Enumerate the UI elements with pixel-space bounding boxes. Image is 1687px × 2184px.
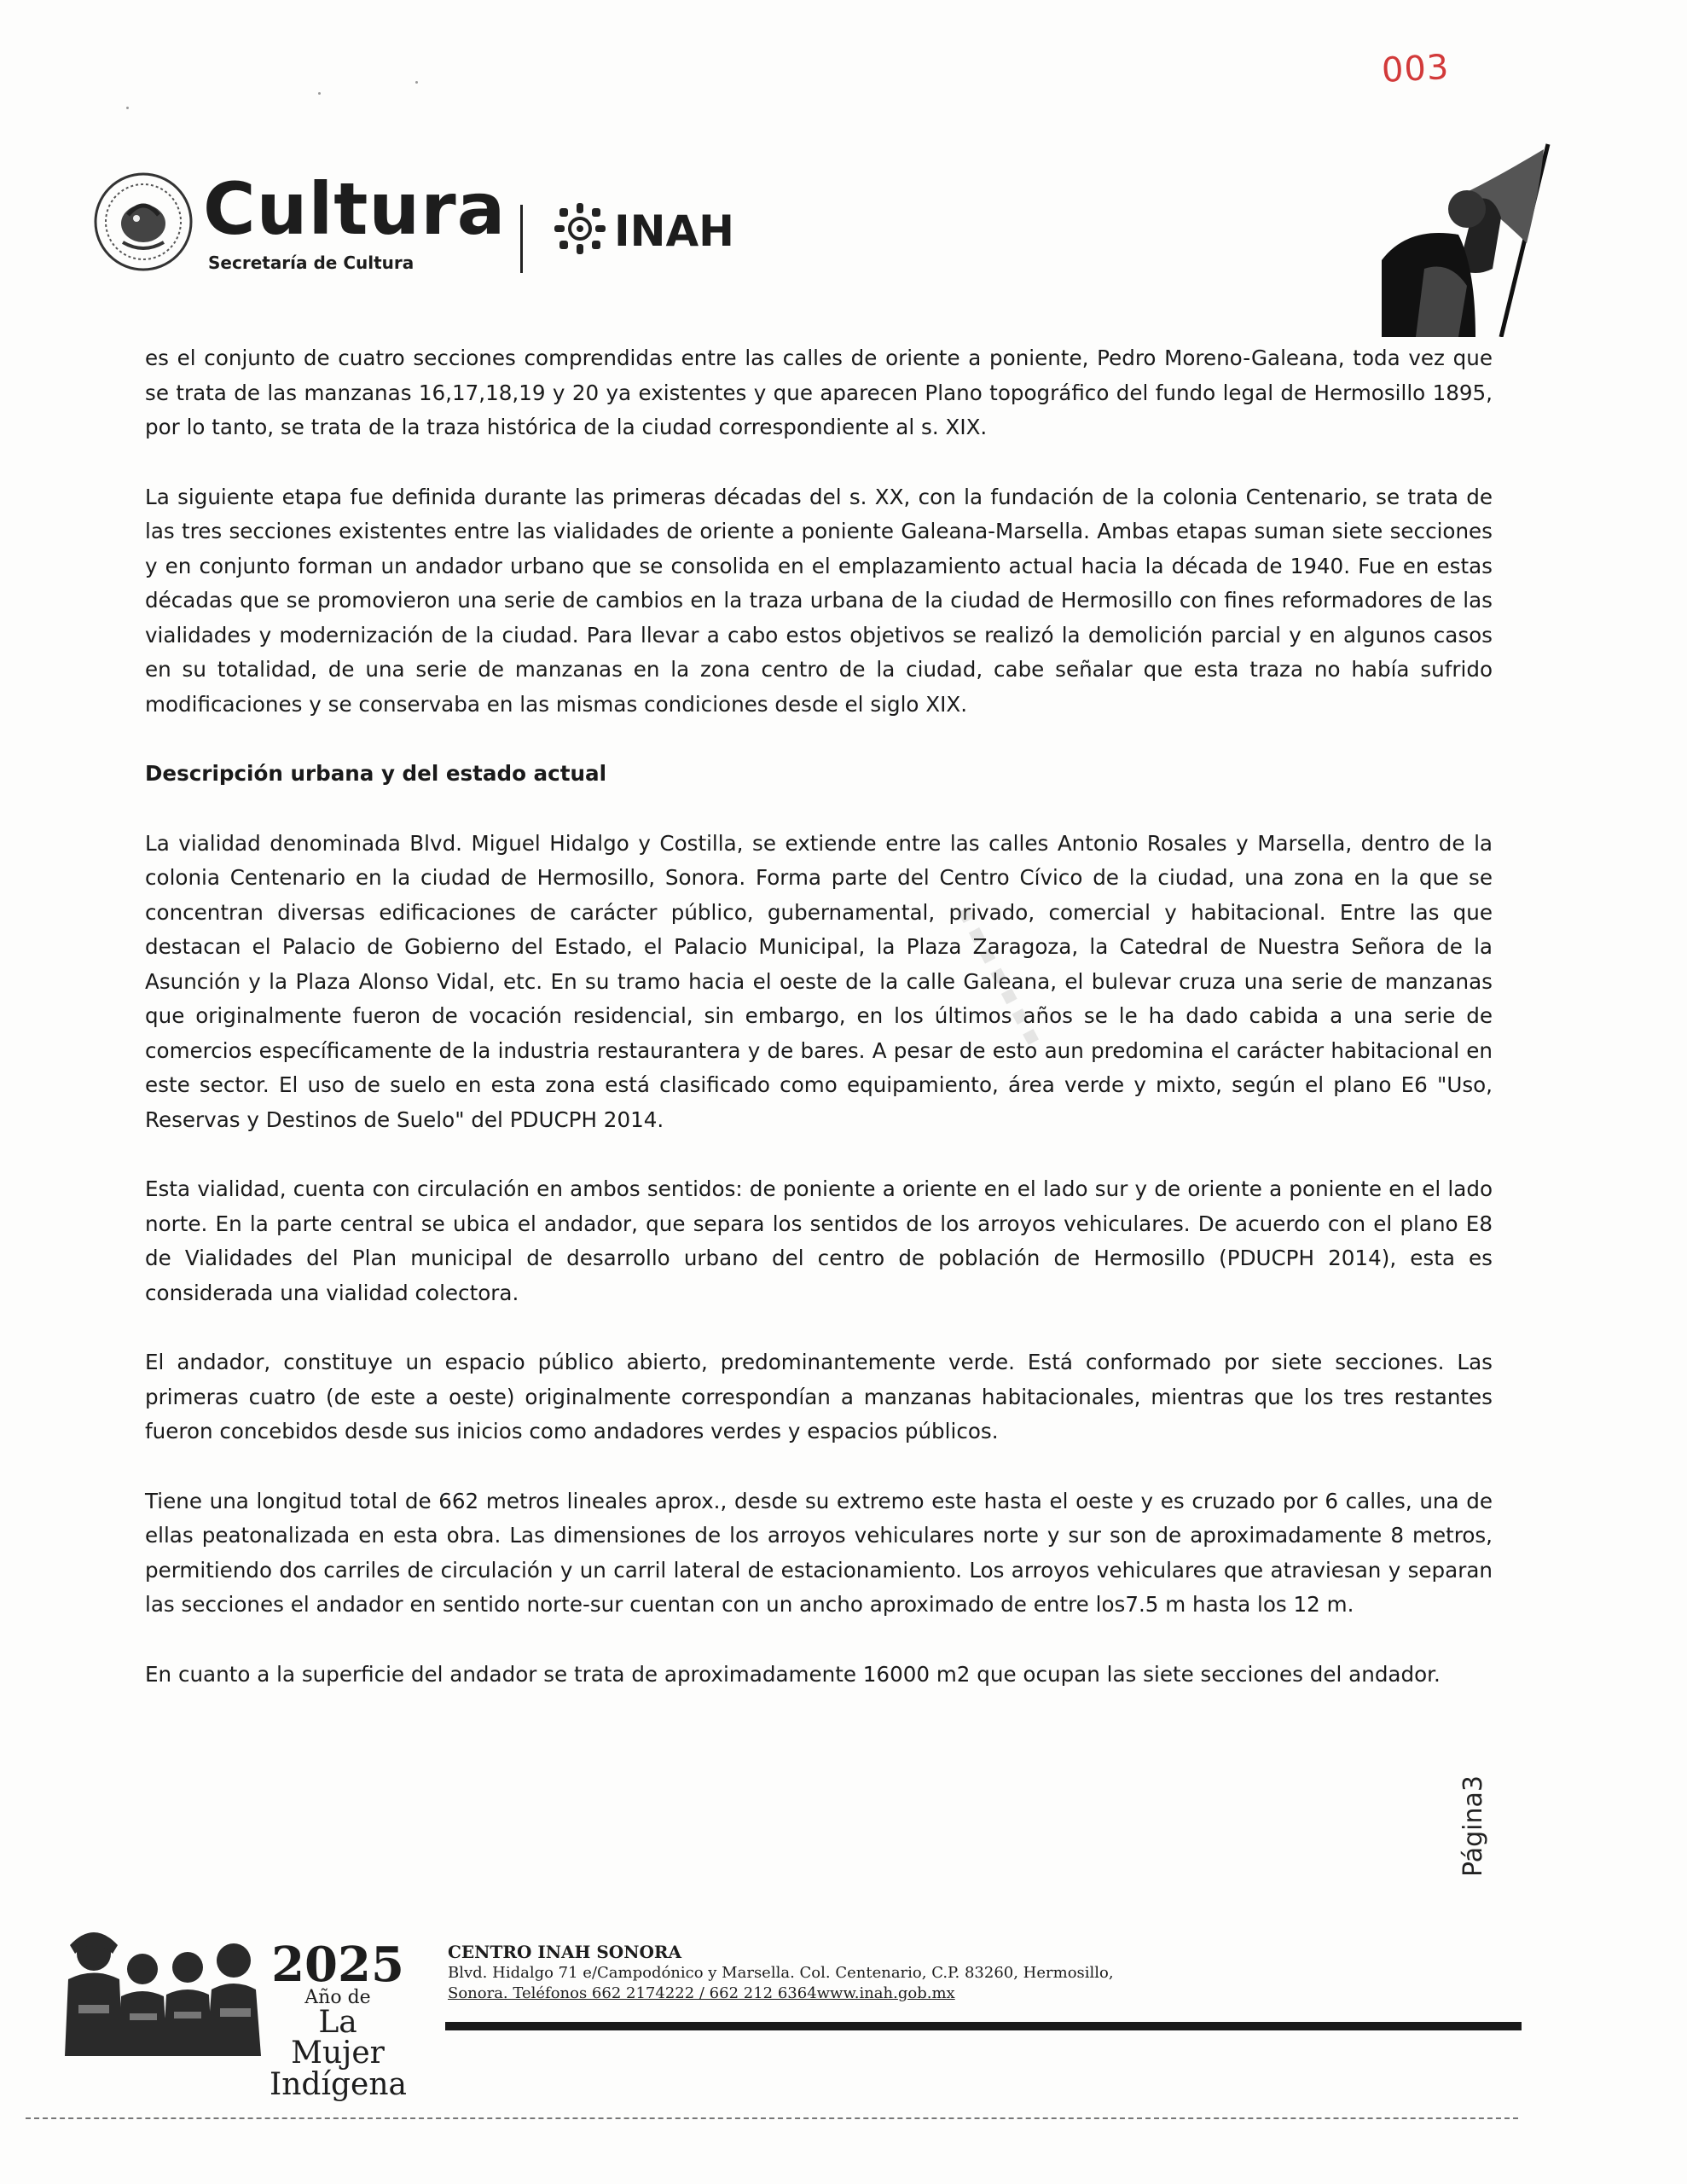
paragraph: es el conjunto de cuatro secciones comprendidas entre las calles de oriente a poniente, Pedro Moreno-Galeana, toda vez que se trata de las manzanas 16,17,18,19 y 20 ya existentes y que aparecen Plano topográfico del fundo legal de Hermosillo 1895, por lo tanto, se trata de la traza histórica de la ciudad correspondiente al s. XIX. bbox=[145, 346, 1493, 439]
year-line-2: La Mujer bbox=[291, 2005, 385, 2071]
paragraph: Esta vialidad, cuenta con circulación en ambos sentidos: de poniente a oriente en el lado sur y de oriente a poniente en el lado norte. En la parte central se ubica el andador, que separa los sentidos de los arroyos vehiculares. De acuerdo con el plano E8 de Vialidades del Plan municipal de desarrollo urbano del centro de población de Hermosillo (PDUCPH 2014), esta es considerada una vialidad colectora. bbox=[145, 1176, 1493, 1305]
address-line-2: Sonora. Teléfonos 662 2174222 / 662 212 6364www.inah.gob.mx bbox=[448, 1984, 955, 2002]
inah-brand: INAH bbox=[614, 206, 734, 256]
secretaria-subtitle: Secretaría de Cultura bbox=[208, 253, 415, 273]
year-of-indigenous-woman bbox=[270, 1937, 407, 2102]
paragraph: El andador, constituye un espacio público abierto, predominantemente verde. Está conformado por siete secciones. Las primeras cuatro (de este a oeste) originalmente correspondían a manzanas habitacionales, mientras que los tres restantes fueron concebidos desde sus inicios como andadores verdes y espacios públicos. bbox=[145, 1350, 1493, 1443]
paragraph: La siguiente etapa fue definida durante las primeras décadas del s. XX, con la fundación de la colonia Centenario, se trata de las tres secciones existentes entre las vialidades de oriente a poniente Galeana-Marsella. Ambas etapas suman siete secciones y en conjunto forman un andador urbano que se consolida en el emplazamiento actual hacia la década de 1940. Fue en estas décadas que se promovieron una serie de cambios en la traza urbana de la ciudad de Hermosillo con fines reformadores de las vialidades y modernización de la ciudad. Para llevar a cabo estos objetivos se realizó la demolición parcial y en algunos casos en su totalidad, de una serie de manzanas en la zona centro de la ciudad, cabe señalar que esta traza no había sufrido modificaciones y se conservaba en las mismas condiciones desde el siglo XIX. bbox=[145, 484, 1493, 717]
page-label: Página3 bbox=[1458, 1775, 1488, 1877]
header-divider bbox=[520, 205, 523, 273]
paragraph: Tiene una longitud total de 662 metros lineales aprox., desde su extremo este hasta el oeste y es cruzado por 6 calles, una de ellas peatonalizada en esta obra. Las dimensiones de los arroyos vehiculares norte y sur son de aproximadamente 8 metros, permitiendo dos carriles de circulación y un carril lateral de estacionamiento. Los arroyos vehiculares que atraviesan y separan las secciones el andador en sentido norte-sur cuentan con un ancho aproximado de entre los7.5 m hasta los 12 m. bbox=[145, 1488, 1493, 1617]
footer-rule bbox=[445, 2022, 1522, 2030]
handwritten-page-number: 003 bbox=[1380, 47, 1451, 91]
scan-edge-line bbox=[26, 2117, 1518, 2119]
cultura-brand: Cultura bbox=[203, 167, 507, 251]
woman-with-flag-icon bbox=[1373, 141, 1561, 337]
footer-address bbox=[448, 1941, 1173, 2004]
paragraph: En cuanto a la superficie del andador se trata de aproximadamente 16000 m2 que ocupan las siete secciones del andador. bbox=[145, 1661, 1441, 1687]
scan-speck bbox=[318, 92, 321, 95]
year-number: 2025 bbox=[271, 1937, 404, 1993]
document-body bbox=[145, 341, 1493, 1727]
indigenous-women-illustration-icon bbox=[53, 1920, 275, 2056]
year-subtitle: Año de bbox=[304, 1987, 371, 2008]
address-line-1: Blvd. Hidalgo 71 e/Campodónico y Marsella. Col. Centenario, C.P. 83260, Hermosillo, bbox=[448, 1964, 1114, 1982]
scan-speck bbox=[415, 81, 418, 84]
inah-emblem-icon bbox=[553, 201, 607, 256]
faint-watermark-stamp: ▪▪▪▪▪▪▪ bbox=[951, 900, 1052, 1056]
scan-speck bbox=[126, 107, 129, 109]
section-heading: Descripción urbana y del estado actual bbox=[145, 761, 607, 786]
paragraph: La vialidad denominada Blvd. Miguel Hidalgo y Costilla, se extiende entre las calles Antonio Rosales y Marsella, dentro de la colonia Centenario en la ciudad de Hermosillo, Sonora. Forma parte del Centro Cívico de la ciudad, una zona en la que se concentran diversas edificaciones de carácter público, gubernamental, privado, comercial y habitacional. Entre las que destacan el Palacio de Gobierno del Estado, el Palacio Municipal, la Plaza Zaragoza, la Catedral de Nuestra Señora de la Asunción y la Plaza Alonso Vidal, etc. En su tramo hacia el oeste de la calle Galeana, el bulevar cruza una serie de manzanas que originalmente fueron de vocación residencial, sin embargo, en los últimos años se le ha dado cabida a una serie de comercios específicamente de la industria restaurantera y de bares. A pesar de esto aun predomina el carácter habitacional en este sector. El uso de suelo en esta zona está clasificado como equipamiento, área verde y mixto, según el plano E6 "Uso, Reservas y Destinos de Suelo" del PDUCPH 2014. bbox=[145, 830, 1493, 1132]
center-name: CENTRO INAH SONORA bbox=[448, 1942, 682, 1962]
letterhead bbox=[92, 167, 774, 290]
mexico-seal-icon bbox=[92, 171, 194, 273]
year-line-3: Indígena bbox=[270, 2067, 407, 2102]
